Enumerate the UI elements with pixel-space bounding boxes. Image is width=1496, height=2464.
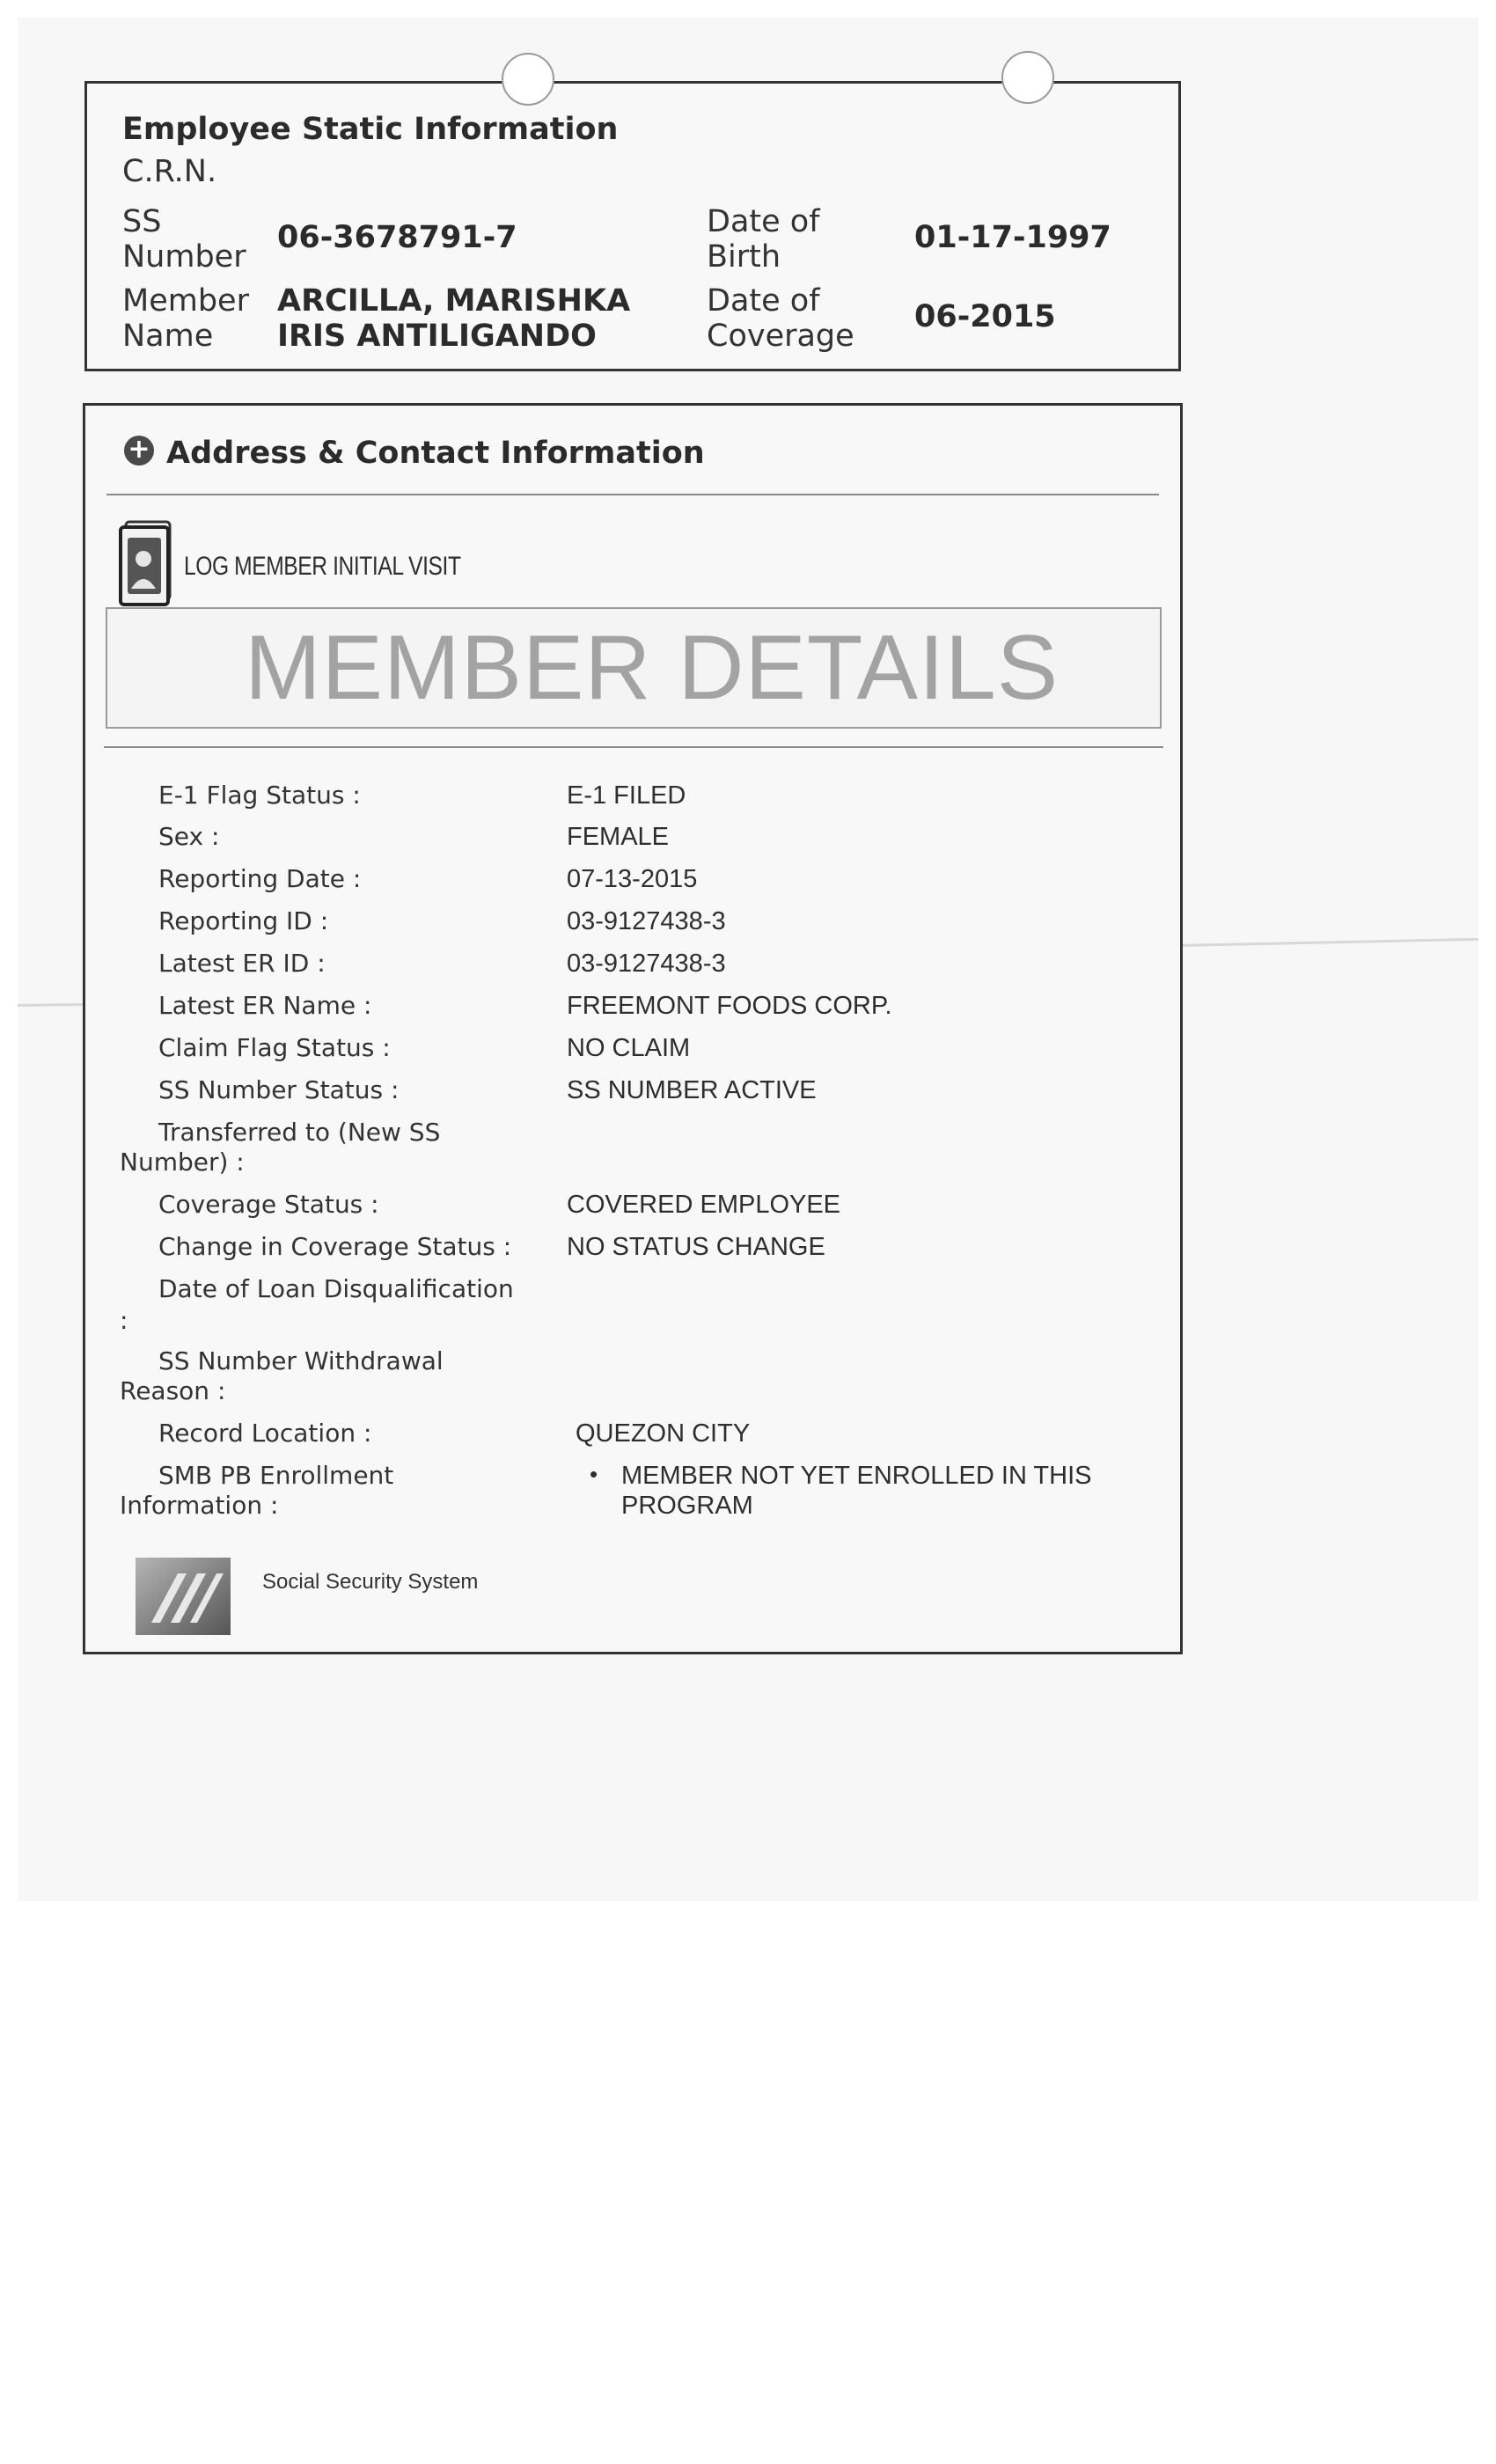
detail-value: MEMBER NOT YET ENROLLED IN THIS (621, 1462, 1092, 1490)
member-details-banner-text: MEMBER DETAILS (245, 617, 1060, 719)
punch-hole (502, 53, 554, 106)
detail-label: Claim Flag Status : (158, 1033, 391, 1062)
coverage-date-label: Date of Coverage (707, 283, 854, 354)
detail-label: Latest ER ID : (158, 949, 326, 978)
detail-value: FEMALE (567, 823, 670, 851)
crn-label: C.R.N. (122, 154, 217, 189)
detail-label: SS Number Withdrawal (158, 1346, 444, 1375)
detail-label: Change in Coverage Status : (158, 1232, 512, 1261)
detail-label: Date of Loan Disqualification (158, 1274, 514, 1303)
sss-org-name: Social Security System (262, 1570, 479, 1594)
detail-value: NO STATUS CHANGE (567, 1233, 825, 1261)
detail-label: Record Location : (158, 1419, 372, 1448)
detail-value: PROGRAM (621, 1492, 753, 1520)
detail-value: 03-9127438-3 (567, 907, 726, 935)
detail-value: NO CLAIM (567, 1034, 691, 1062)
detail-label: SMB PB Enrollment (158, 1461, 394, 1490)
bullet-icon: • (590, 1461, 598, 1487)
ss-number-label: SS Number (122, 204, 246, 275)
detail-label: E-1 Flag Status : (158, 781, 361, 810)
member-details-banner (106, 607, 1162, 729)
ss-number-value: 06-3678791-7 (277, 220, 517, 255)
punch-hole (1001, 51, 1054, 104)
detail-label: Information : (120, 1491, 279, 1520)
detail-label: Latest ER Name : (158, 991, 372, 1020)
detail-label: Reporting Date : (158, 864, 362, 893)
detail-value: COVERED EMPLOYEE (567, 1191, 841, 1219)
detail-value: SS NUMBER ACTIVE (567, 1076, 817, 1104)
detail-label: Sex : (158, 822, 220, 851)
member-name-label: Member Name (122, 283, 249, 354)
detail-label: Transferred to (New SS (158, 1118, 441, 1147)
detail-label: Reporting ID : (158, 906, 329, 935)
detail-label: Reason : (120, 1376, 226, 1405)
detail-value: QUEZON CITY (576, 1419, 751, 1448)
detail-value: FREEMONT FOODS CORP. (567, 992, 892, 1020)
dob-value: 01-17-1997 (914, 220, 1111, 255)
log-member-initial-visit-link[interactable]: LOG MEMBER INITIAL VISIT (184, 552, 461, 581)
detail-value: 07-13-2015 (567, 865, 698, 893)
detail-label: SS Number Status : (158, 1075, 400, 1104)
divider (106, 494, 1159, 495)
detail-label: Coverage Status : (158, 1190, 379, 1219)
member-name-value: ARCILLA, MARISHKA IRIS ANTILIGANDO (277, 283, 631, 354)
static-info-title: Employee Static Information (122, 112, 619, 147)
detail-label: Number) : (120, 1148, 245, 1177)
divider (104, 746, 1163, 748)
coverage-date-value: 06-2015 (914, 299, 1056, 334)
sss-logo-icon (136, 1558, 231, 1635)
detail-value: E-1 FILED (567, 781, 686, 810)
log-visit-icon[interactable] (117, 520, 175, 608)
address-contact-title[interactable]: Address & Contact Information (166, 436, 705, 471)
detail-label: : (120, 1306, 128, 1335)
employee-static-info-panel (84, 81, 1181, 371)
detail-value: 03-9127438-3 (567, 950, 726, 978)
dob-label: Date of Birth (707, 204, 820, 275)
expand-plus-icon[interactable]: + (124, 436, 154, 466)
